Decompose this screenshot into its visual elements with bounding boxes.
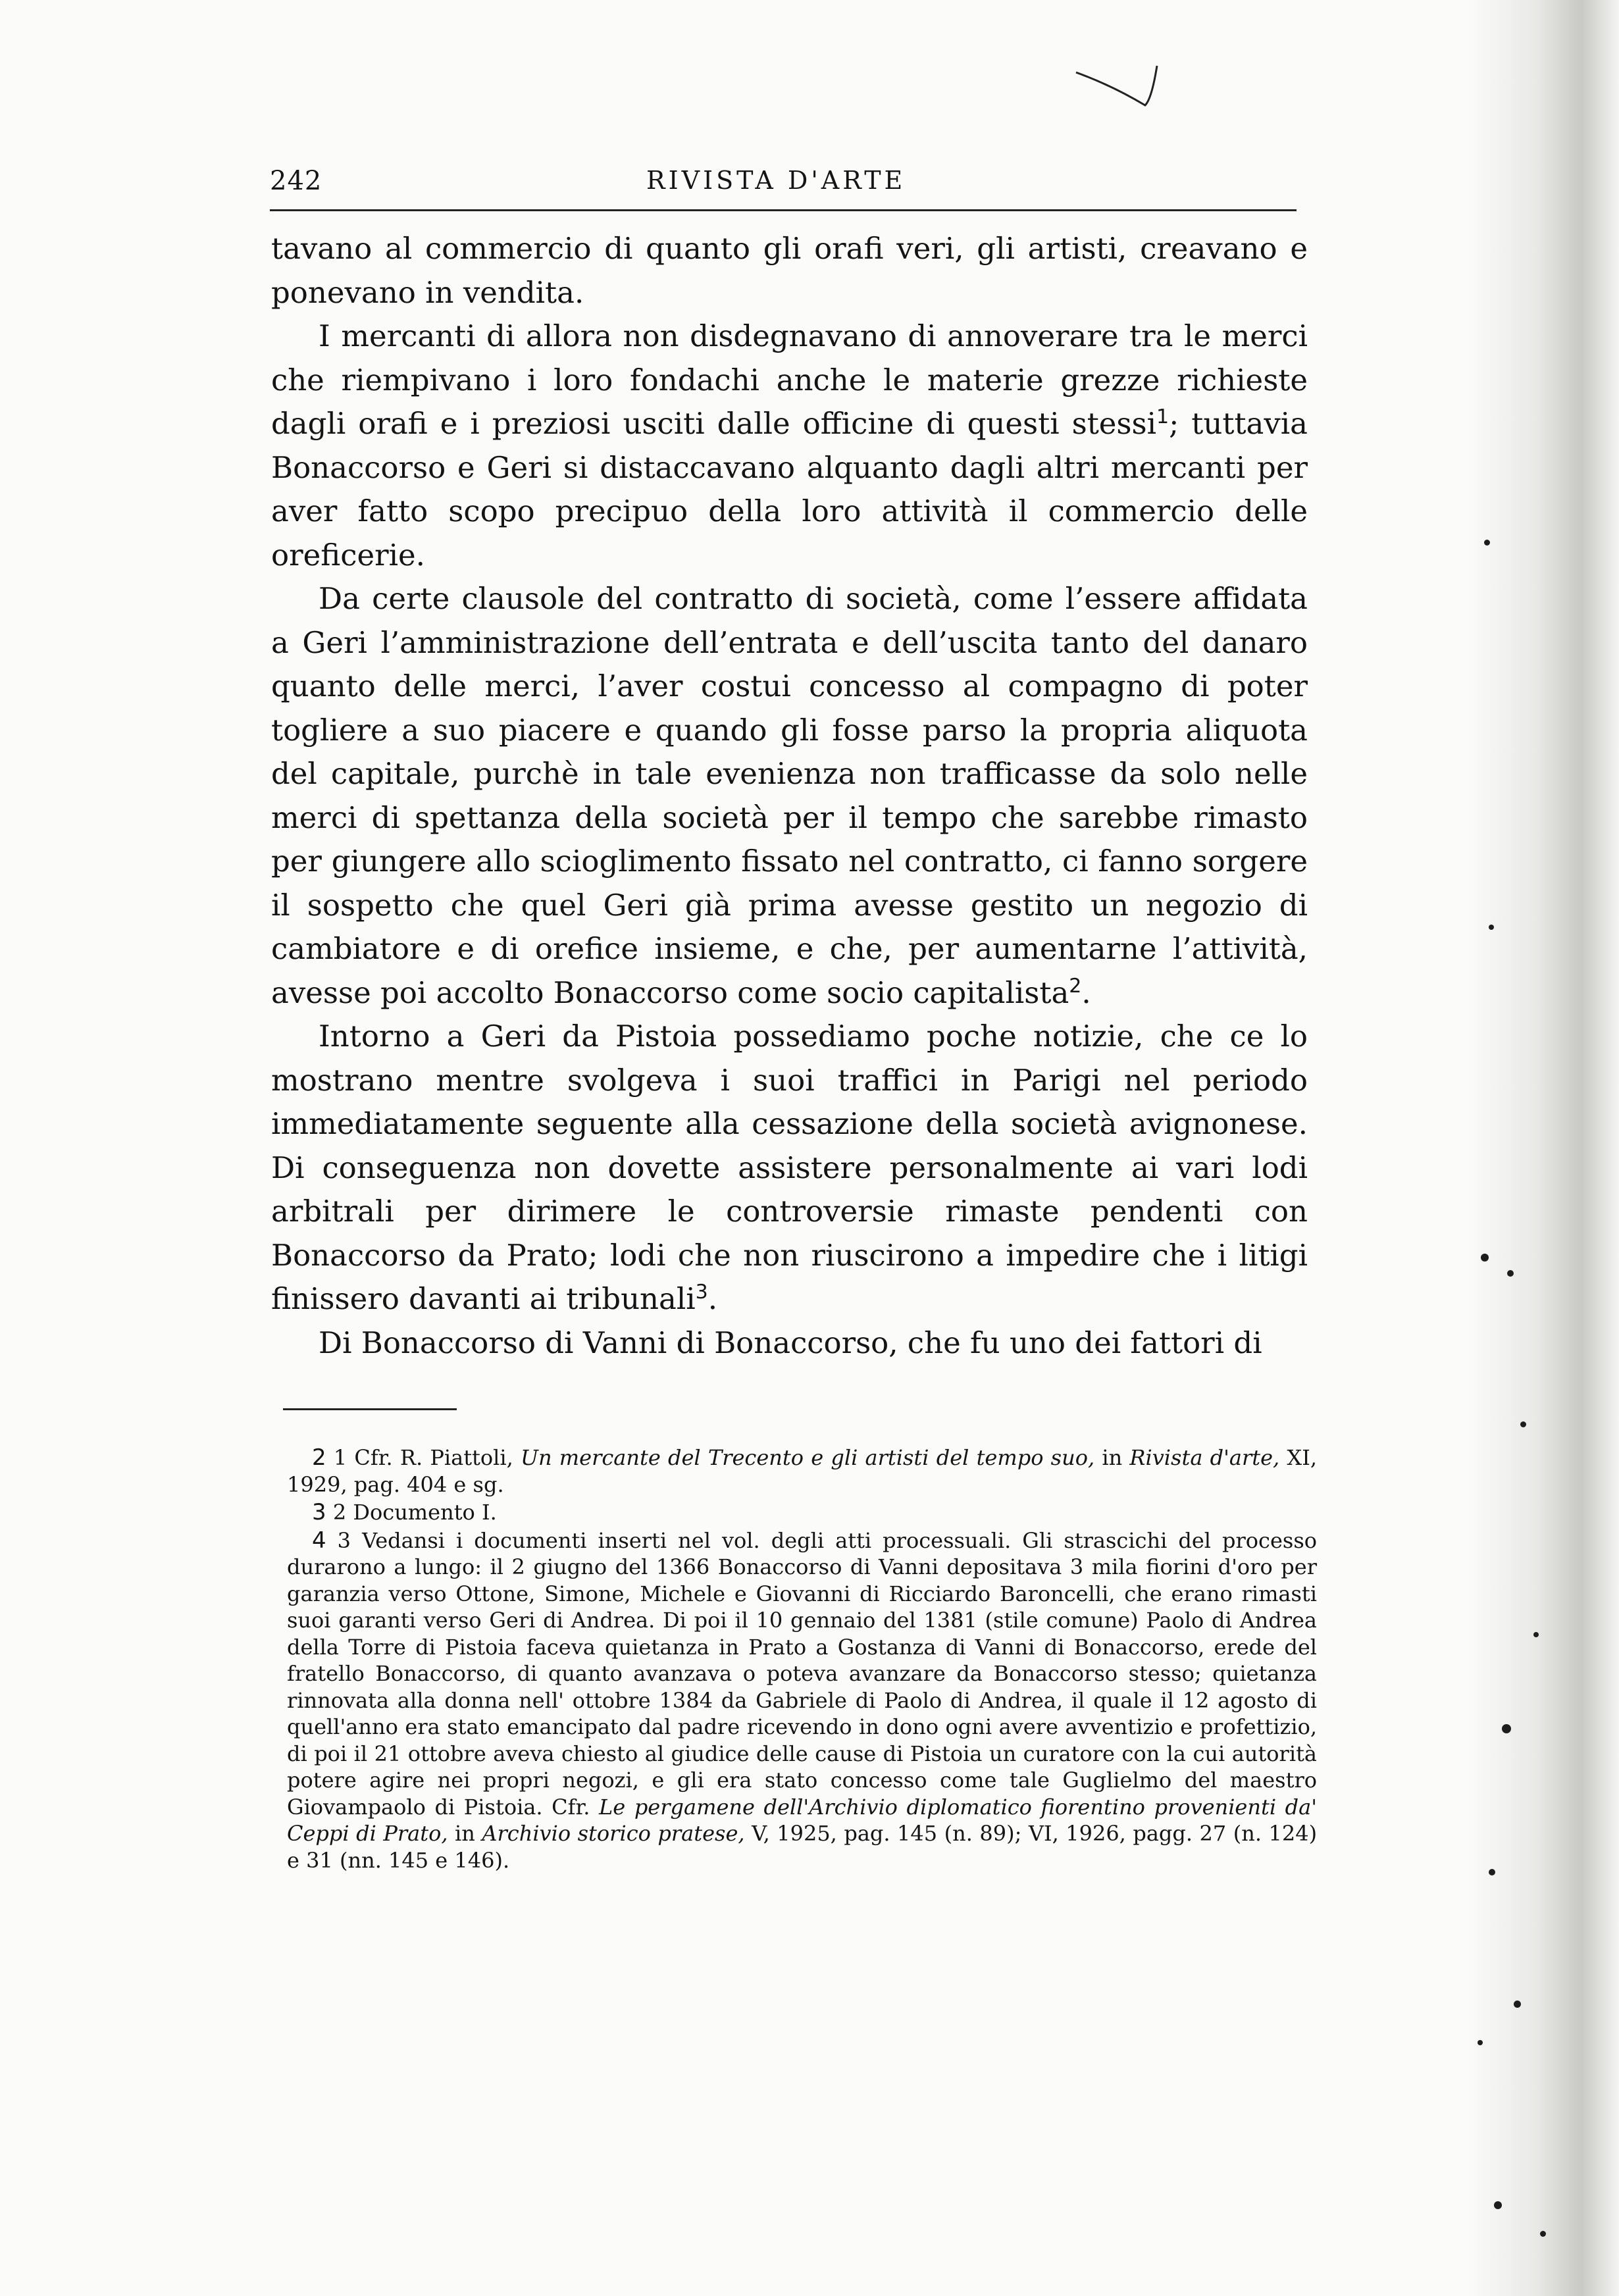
scan-speck [1494, 2201, 1502, 2209]
paragraph-text: Di Bonaccorso di Vanni di Bonaccorso, che fu uno dei fattori di [319, 1325, 1262, 1360]
footnote-text: in [1102, 1445, 1123, 1470]
handwritten-number: 2 [312, 1444, 326, 1471]
header-rule [270, 209, 1297, 211]
footnote-journal: Rivista d'arte, [1129, 1445, 1280, 1470]
paragraph-text: ; tuttavia Bonaccorso e Geri si distaccavano alquanto dagli altri mercanti per aver fatto scopo precipuo della loro attività il commercio delle oreficerie. [271, 406, 1308, 573]
footnote-marker[interactable]: 1 [1156, 405, 1169, 428]
footnote-number: 3 [337, 1527, 351, 1553]
scan-speck [1540, 2231, 1546, 2237]
scan-speck [1484, 540, 1490, 546]
handwritten-number: 3 [312, 1499, 326, 1525]
pencil-mark-icon [1073, 59, 1165, 118]
paragraph [271, 577, 1308, 1015]
footnote-marker[interactable]: 2 [1069, 974, 1082, 998]
running-title: RIVISTA D'ARTE [646, 166, 906, 195]
paragraph-text: I mercanti di allora non disdegnavano di annoverare tra le merci che riempivano i loro fondachi anche le materie grezze richieste dagli orafi e i preziosi usciti dalle officine di questi stessi [271, 319, 1308, 441]
footnote-marker[interactable]: 3 [695, 1281, 708, 1304]
page-header [270, 166, 1297, 205]
paragraph-text: tavano al commercio di quanto gli orafi veri, gli artisti, creavano e ponevano in vendita. [271, 231, 1308, 310]
footnote-number: 1 [333, 1445, 347, 1470]
scan-speck [1489, 925, 1494, 930]
footnote-number: 2 [332, 1500, 347, 1525]
handwritten-number: 4 [312, 1527, 326, 1554]
scanned-page-edge [1468, 0, 1619, 2296]
footnote-text: XI, 1929, pag. 404 e sg. [287, 1445, 1318, 1497]
scan-speck [1507, 1270, 1514, 1277]
scan-speck [1533, 1632, 1539, 1637]
paragraph [271, 315, 1308, 577]
scan-speck [1478, 2040, 1483, 2045]
page-number: 242 [270, 166, 322, 196]
footnote-text: in [455, 1821, 475, 1846]
paragraph-text: Intorno a Geri da Pistoia possediamo poche notizie, che ce lo mostrano mentre svolgeva i suoi traffici in Parigi nel periodo immediatamente seguente alla cessazione della società avignonese. Di conseguenza non dovette assistere personalmente ai vari lodi arbitrali per dirimere le controversie rimaste pendenti con Bonaccorso da Prato; lodi che non riuscirono a impedire che i litigi finissero davanti ai tribunali [271, 1019, 1308, 1316]
scan-speck [1520, 1421, 1526, 1427]
paragraph [271, 1321, 1308, 1365]
scan-speck [1514, 2001, 1521, 2008]
paragraph [271, 227, 1308, 315]
body-text [271, 227, 1308, 1365]
scan-speck [1502, 1724, 1511, 1733]
paragraph [271, 1015, 1308, 1321]
paragraph-text: Da certe clausole del contratto di società, come l’essere affidata a Geri l’amministrazione dell’entrata e dell’uscita tanto del danaro quanto delle merci, l’aver costui concesso al compagno di poter togliere a suo piacere e quando gli fosse parso la propria aliquota del capitale, purchè in tale evenienza non trafficasse da solo nelle merci di spettanza della società per il tempo che sarebbe rimasto per giungere allo scioglimento fissato nel contratto, ci fanno sorgere il sospetto che quel Geri già prima avesse gestito un negozio di cambiatore e di orefice insieme, e che, per aumentarne l’attività, avesse poi accolto Bonaccorso come socio capitalista [271, 581, 1308, 1010]
footnote-title: Un mercante del Trecento e gli artisti del tempo suo, [521, 1445, 1095, 1470]
footnote-journal: Archivio storico pratese, [482, 1821, 745, 1846]
scan-speck [1481, 1254, 1489, 1262]
paragraph-text: . [707, 1281, 718, 1316]
scan-speck [1489, 1869, 1495, 1875]
footnote-text: Documento I. [353, 1500, 497, 1525]
footnote-text: Vedansi i documenti inserti nel vol. degli atti processuali. Gli strascichi del processo durarono a lungo: il 2 giugno del 1366 Bonaccorso di Vanni depositava 3 mila fiorini d'oro per garanzia verso Ottone, Simone, Michele e Giovanni di Ricciardo Baroncelli, che erano rimasti suoi garanti verso Geri di Andrea. Di poi il 10 gennaio del 1381 (stile comune) Paolo di Andrea della Torre di Pistoia faceva quietanza in Prato a Gostanza di Vanni di Bonaccorso, erede del fratello Bonaccorso, di quanto avanzava o poteva avanzare da Bonaccorso stesso; quietanza rinnovata alla donna nell' ottobre 1384 da Gabriele di Paolo di Andrea, il quale il 12 agosto di quell'anno era stato emancipato dal padre ricevendo in dono ogni avere avventizio e profettizio, di poi il 21 ottobre aveva chiesto al giudice delle cause di Pistoia un curatore con la cui autorità potere agire nei propri negozi, e gli era stato concesso come tale Guglielmo del maestro Giovampaolo di Pistoia. Cfr. [287, 1527, 1318, 1820]
footnote [287, 1527, 1317, 1874]
footnote-text: V, 1925, pag. 145 (n. 89); VI, 1926, pagg. 27 (n. 124) e 31 (nn. 145 e 146). [287, 1821, 1318, 1873]
footnote-rule [283, 1408, 457, 1410]
footnote-text: Cfr. R. Piattoli, [354, 1445, 513, 1470]
footnote [287, 1499, 1317, 1526]
footnote [287, 1444, 1317, 1498]
paragraph-text: . [1081, 975, 1091, 1010]
footnotes [287, 1444, 1317, 1875]
footnote-title: Le pergamene dell'Archivio diplomatico fiorentino provenienti da' Ceppi di Prato, [287, 1794, 1318, 1846]
